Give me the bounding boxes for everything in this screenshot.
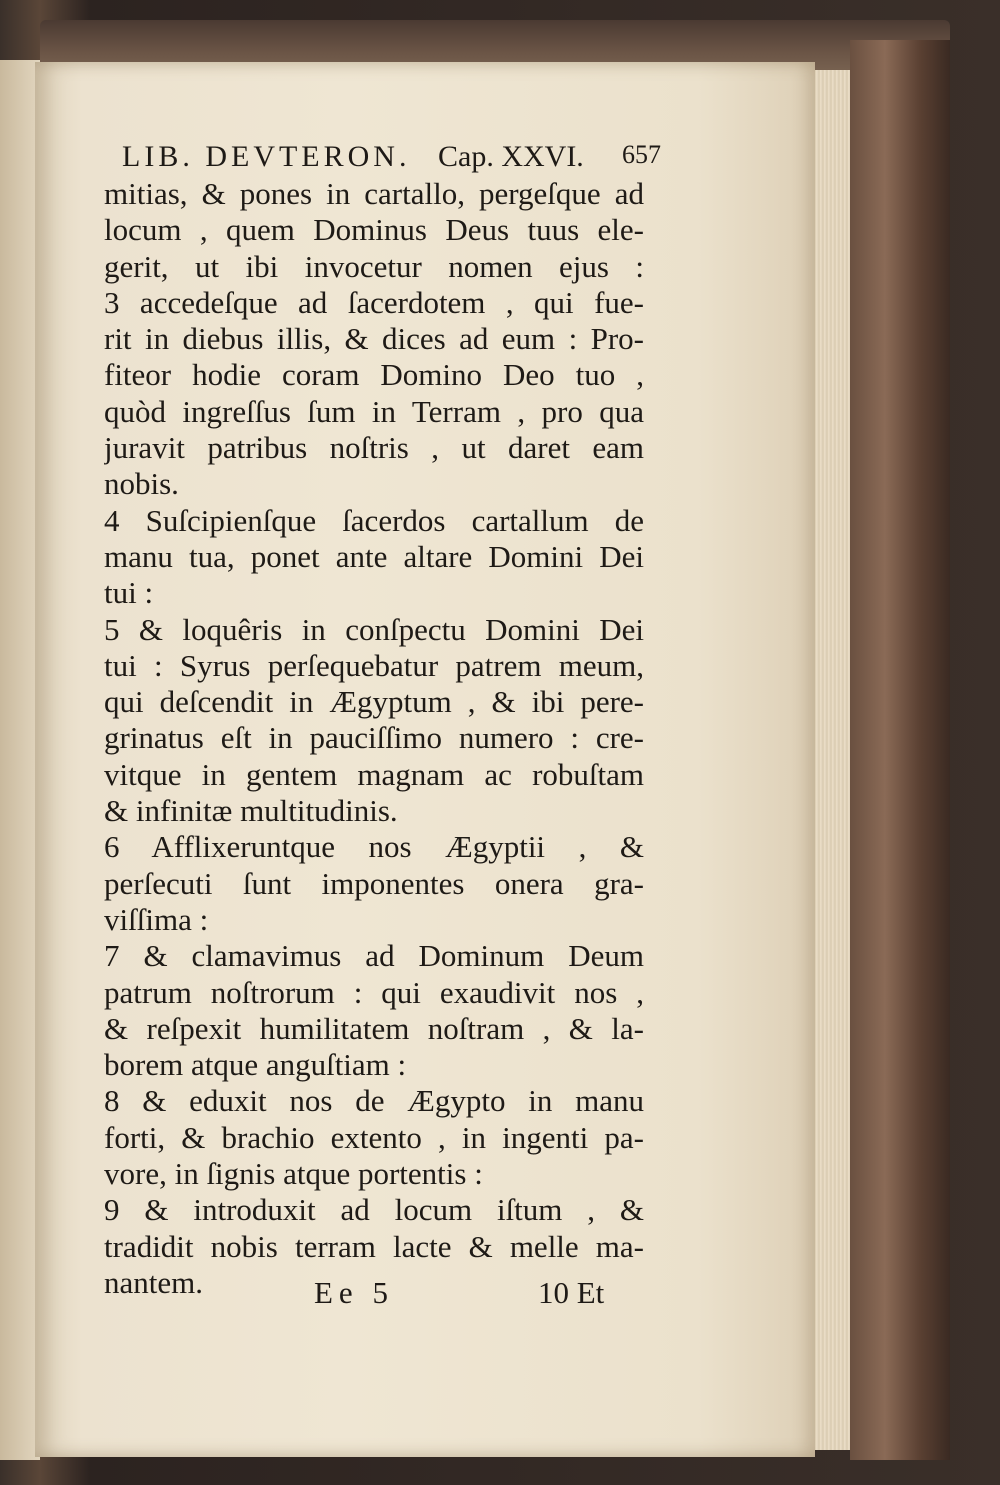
running-head: LIB. DEVTERON. — [122, 140, 411, 173]
page-header — [122, 140, 661, 180]
text-line: 9 & introduxit ad locum iſtum , & — [104, 1192, 644, 1228]
text-line: quòd ingreſſus ſum in Terram , pro qua — [104, 393, 644, 429]
text-line: 4 Suſcipienſque ſacerdos cartallum de — [104, 502, 644, 538]
text-line: juravit patribus noſtris , ut daret eam — [104, 430, 644, 466]
text-line: grinatus eſt in pauciſſimo numero : cre- — [104, 720, 644, 756]
text-line: fiteor hodie coram Domino Deo tuo , — [104, 357, 644, 393]
text-line: tradidit nobis terram lacte & melle ma- — [104, 1228, 644, 1264]
text-line: locum , quem Dominus Deus tuus ele- — [104, 212, 644, 248]
text-line: borem atque anguſtiam : — [104, 1047, 407, 1083]
text-line: nantem. — [104, 1264, 203, 1300]
text-line: 3 accedeſque ad ſacerdotem , qui fue- — [104, 284, 644, 320]
text-line: vitque in gentem magnam ac robuſtam — [104, 756, 644, 792]
text-line: patrum noſtrorum : qui exaudivit nos , — [104, 974, 644, 1010]
text-line: nobis. — [104, 466, 179, 502]
page-footer — [104, 1275, 644, 1315]
text-line: 5 & loquêris in conſpectu Domini Dei — [104, 611, 644, 647]
body-text — [104, 176, 644, 1301]
text-line: gerit, ut ibi invocetur nomen ejus : — [104, 248, 644, 284]
text-line: & reſpexit humilitatem noſtram , & la- — [104, 1010, 644, 1046]
text-line: mitias, & pones in cartallo, pergeſque ad — [104, 176, 644, 211]
text-line: perſecuti ſunt imponentes onera gra- — [104, 865, 644, 901]
text-line: manu tua, ponet ante altare Domini Dei — [104, 538, 644, 574]
text-line: 6 Afflixeruntque nos Ægyptii , & — [104, 829, 644, 865]
page-number: 657 — [622, 140, 661, 169]
text-line: tui : Syrus perſequebatur patrem meum, — [104, 647, 644, 683]
facing-page-edge — [0, 60, 40, 1460]
catchword: 10 Et — [538, 1275, 605, 1310]
text-line: qui deſcendit in Ægyptum , & ibi pere- — [104, 684, 644, 720]
chapter-label: Cap. XXVI. — [438, 140, 584, 173]
text-line: tui : — [104, 575, 154, 611]
text-line: 7 & clamavimus ad Dominum Deum — [104, 938, 644, 974]
text-line: & infinitæ multitudinis. — [104, 793, 398, 829]
text-line: rit in diebus illis, & dices ad eum : Pro- — [104, 321, 644, 357]
book-cover-edge — [850, 40, 950, 1460]
signature-mark: Ee 5 — [314, 1275, 394, 1310]
text-line: viſſima : — [104, 901, 209, 937]
text-line: vore, in ſignis atque portentis : — [104, 1156, 483, 1192]
text-line: 8 & eduxit nos de Ægypto in manu — [104, 1083, 644, 1119]
text-line: forti, & brachio extento , in ingenti pa- — [104, 1119, 644, 1155]
